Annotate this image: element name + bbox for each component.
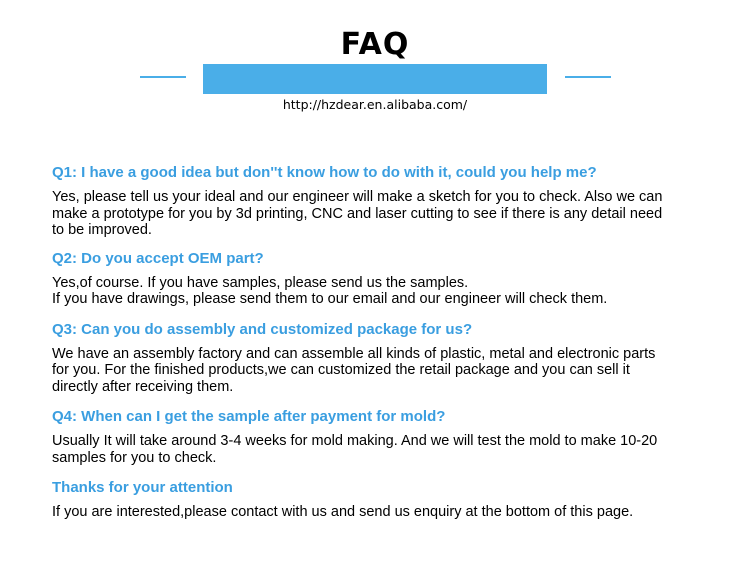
faq-question: Q3: Can you do assembly and customized package for us? bbox=[52, 320, 473, 338]
faq-answer-line: If you have drawings, please send them to our email and our engineer will check them. bbox=[52, 291, 608, 307]
faq-item bbox=[52, 163, 722, 239]
closing-text bbox=[52, 504, 722, 521]
faq-closing bbox=[52, 478, 722, 521]
title-banner bbox=[203, 64, 547, 94]
faq-list bbox=[52, 163, 722, 531]
faq-answer-line: samples for you to check. bbox=[52, 449, 217, 466]
faq-item bbox=[52, 407, 722, 466]
decorative-line-right bbox=[565, 76, 611, 78]
closing-heading: Thanks for your attention bbox=[52, 479, 233, 496]
faq-answer bbox=[52, 433, 722, 466]
faq-answer-line: We have an assembly factory and can assemble all kinds of plastic, metal and electronic parts bbox=[52, 345, 656, 362]
faq-item bbox=[52, 249, 722, 308]
page-header bbox=[0, 0, 750, 120]
faq-item bbox=[52, 320, 722, 396]
faq-answer-line: Yes,of course. If you have samples, please send us the samples. bbox=[52, 274, 469, 291]
faq-answer-line: for you. For the finished products,we can customized the retail package and you can sell it bbox=[52, 362, 630, 378]
page-title: FAQ bbox=[340, 27, 410, 62]
faq-answer-line: Yes, please tell us your ideal and our engineer will make a sketch for you to check. Also we can bbox=[52, 189, 663, 205]
faq-question: Q4: When can I get the sample after payment for mold? bbox=[52, 408, 446, 425]
faq-answer-line: directly after receiving them. bbox=[52, 378, 234, 395]
faq-answer-line: If you are interested,please contact with us and send us enquiry at the bottom of this page. bbox=[52, 504, 634, 520]
faq-question: Q1: I have a good idea but don''t know how to do with it, could you help me? bbox=[52, 164, 597, 181]
faq-answer-line: to be improved. bbox=[52, 222, 152, 238]
faq-answer-line: make a prototype for you by 3d printing, CNC and laser cutting to see if there is any detail need bbox=[52, 205, 663, 222]
store-url: http://hzdear.en.alibaba.com/ bbox=[282, 97, 468, 112]
faq-answer bbox=[52, 275, 722, 308]
faq-answer bbox=[52, 346, 722, 396]
faq-answer-line: Usually It will take around 3-4 weeks for mold making. And we will test the mold to make 10-20 bbox=[52, 433, 658, 449]
faq-question: Q2: Do you accept OEM part? bbox=[52, 249, 264, 267]
decorative-line-left bbox=[140, 76, 186, 78]
faq-answer bbox=[52, 189, 722, 239]
